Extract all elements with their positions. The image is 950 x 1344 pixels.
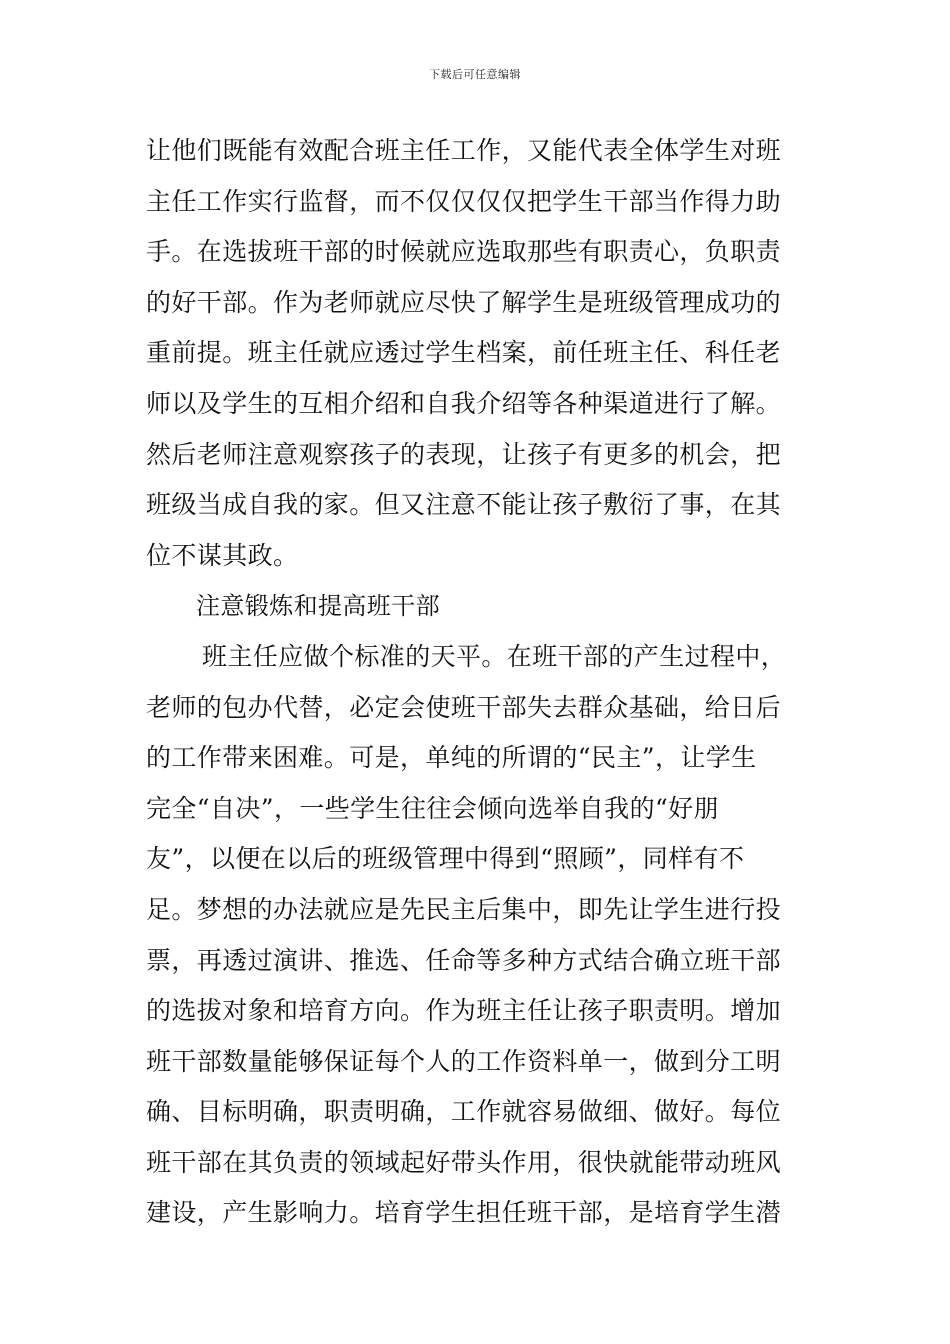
text-line: 确、目标明确，职责明确，工作就容易做细、做好。每位 bbox=[146, 1097, 782, 1127]
text-line: 位不谋其政。 bbox=[146, 540, 299, 570]
text-line: 足。梦想的办法就应是先民主后集中，即先让学生进行投 bbox=[146, 894, 782, 924]
text-line: 让他们既能有效配合班主任工作，又能代表全体学生对班 bbox=[146, 136, 782, 165]
text-line: 然后老师注意观察孩子的表现，让孩子有更多的机会，把 bbox=[146, 439, 782, 469]
text-line: 建设，产生影响力。培育学生担任班干部，是培育学生潜 bbox=[146, 1198, 782, 1228]
text-line: 班干部数量能够保证每个人的工作资料单一，做到分工明 bbox=[146, 1046, 782, 1076]
text-line: 友”，以便在以后的班级管理中得到“照顾”，同样有不 bbox=[146, 844, 745, 874]
text-line: 手。在选拔班干部的时候就应选取那些有职责心，负职责 bbox=[146, 237, 782, 267]
text-line: 的好干部。作为老师就应尽快了解学生是班级管理成功的 bbox=[146, 287, 782, 317]
text-line: 的工作带来困难。可是，单纯的所谓的“民主”，让学生 bbox=[146, 743, 757, 773]
header-note: 下载后可任意编辑 bbox=[429, 68, 521, 81]
text-line: 老师的包办代替，必定会使班干部失去群众基础，给日后 bbox=[146, 692, 782, 722]
section-heading: 注意锻炼和提高班干部 bbox=[196, 592, 440, 621]
text-line: 重前提。班主任就应透过学生档案，前任班主任、科任老 bbox=[146, 338, 782, 368]
text-line: 票，再透过演讲、推选、任命等多种方式结合确立班干部 bbox=[146, 945, 782, 975]
text-line: 完全“自决”，一些学生往往会倾向选举自我的“好朋 bbox=[146, 793, 719, 823]
text-line: 师以及学生的互相介绍和自我介绍等各种渠道进行了解。 bbox=[146, 388, 782, 418]
text-line: 的选拔对象和培育方向。作为班主任让孩子职责明。增加 bbox=[146, 996, 782, 1026]
text-line: 主任工作实行监督，而不仅仅仅仅把学生干部当作得力助 bbox=[146, 186, 782, 216]
text-line: 班干部在其负责的领域起好带头作用，很快就能带动班风 bbox=[146, 1147, 782, 1177]
text-line: 班级当成自我的家。但又注意不能让孩子敷衍了事，在其 bbox=[146, 490, 782, 520]
body-text bbox=[146, 126, 816, 1239]
paragraph-first-line: 班主任应做个标准的天平。在班干部的产生过程中， bbox=[202, 641, 787, 671]
